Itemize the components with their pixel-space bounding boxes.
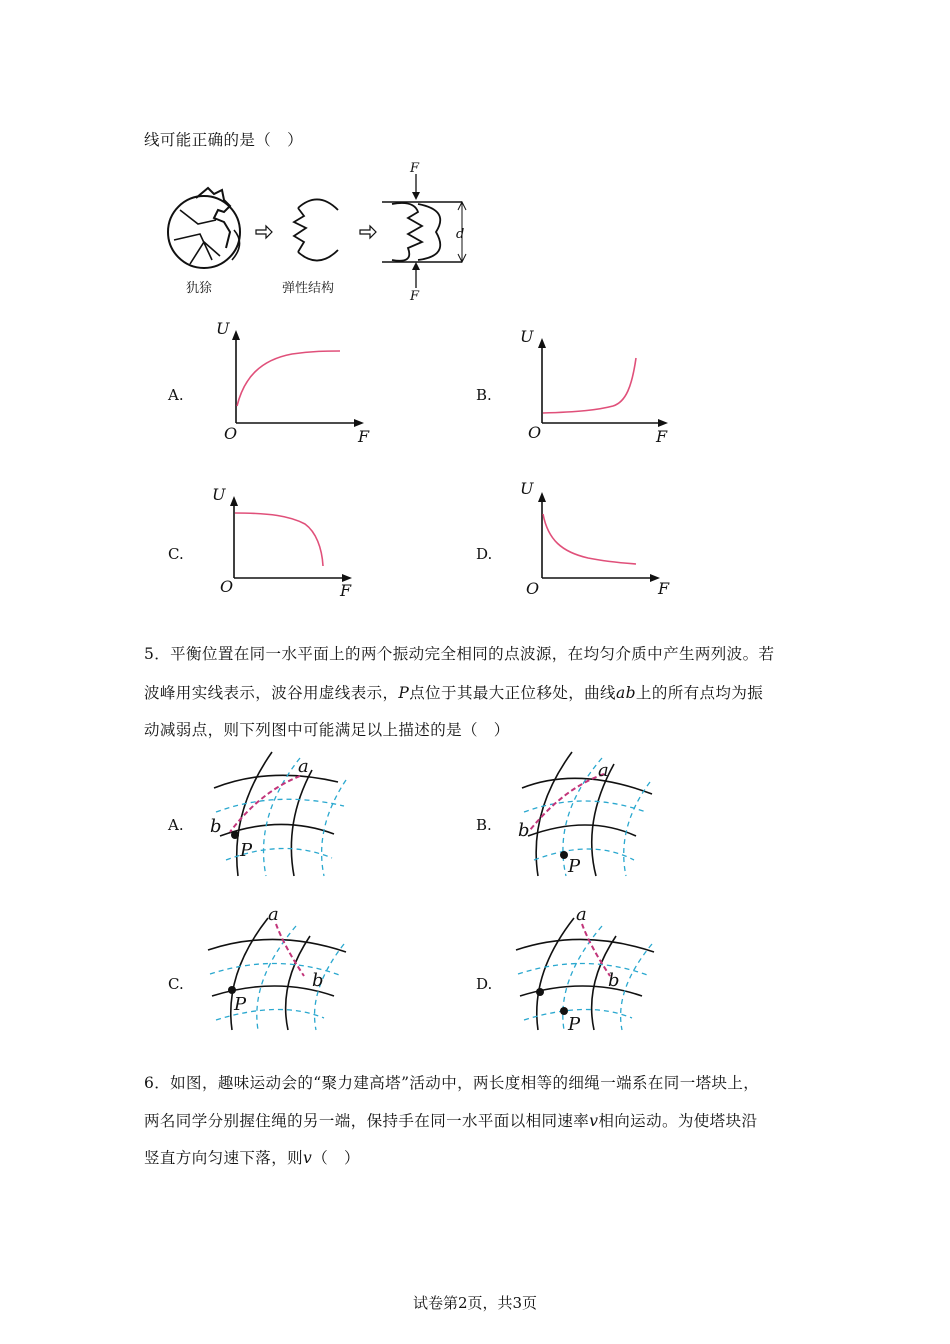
q5-stem-line-3: 动减弱点，则下列图中可能满足以上描述的是（ ） — [144, 721, 510, 739]
q5-ab-curve-d — [582, 924, 610, 976]
q6-line3-part-b: （ ） — [312, 1149, 360, 1167]
point-b-label: b — [210, 816, 222, 837]
q4-curve-c — [235, 513, 323, 566]
y-axis-label: U — [520, 327, 534, 346]
q5-option-a-letter[interactable]: A. — [168, 816, 184, 834]
q4-option-c-letter[interactable]: C. — [168, 545, 184, 563]
force-label-top: F — [410, 161, 420, 176]
x-axis-label: F — [340, 581, 352, 600]
arrow-right-icon — [256, 226, 272, 238]
compressed-structure — [382, 174, 466, 288]
q6-stem-line-1: 6．如图，趣味运动会的“聚力建高塔”活动中，两长度相等的细绳一端系在同一塔块上， — [144, 1074, 760, 1092]
elastic-structure — [294, 199, 338, 260]
q5-option-c-letter[interactable]: C. — [168, 975, 184, 993]
q5-diagram-d — [512, 904, 672, 1034]
q4-graph-b — [518, 326, 688, 456]
point-b-label: b — [312, 970, 324, 991]
origin-label: O — [220, 577, 234, 596]
q4-curve-b — [543, 358, 636, 413]
point-a-label: a — [298, 756, 309, 777]
q6-stem-line-2 — [144, 1109, 757, 1131]
q5-stem-line-1: 5．平衡位置在同一水平面上的两个振动完全相同的点波源，在均匀介质中产生两列波。若 — [144, 645, 775, 663]
origin-label: O — [224, 424, 238, 443]
q4-graph-c — [210, 486, 380, 606]
q5-line2-part-a: 波峰用实线表示，波谷用虚线表示， — [144, 684, 399, 702]
x-axis-label: F — [656, 427, 668, 446]
page-footer: 试卷第2页，共3页 — [412, 1294, 538, 1312]
q4-curve-a — [237, 351, 340, 406]
arrow-right-icon — [360, 226, 376, 238]
point-b-label: b — [608, 970, 620, 991]
q5-line2-p: P — [398, 684, 410, 702]
point-p-label: P — [240, 840, 253, 861]
q5-diagram-b — [508, 752, 668, 882]
q6-line3-v: v — [303, 1149, 313, 1167]
q4-graph-a — [212, 318, 382, 448]
q5-line2-ab: ab — [615, 684, 636, 702]
q5-line2-part-c: 上的所有点均为振 — [635, 684, 764, 702]
q5-ab-curve-c — [276, 924, 304, 976]
armadillo-label: 犰狳 — [186, 281, 213, 296]
point-a-label: a — [268, 904, 279, 925]
point-p-label: P — [568, 856, 581, 877]
point-p-label: P — [234, 994, 247, 1015]
q4-graph-d — [518, 478, 688, 603]
q4-option-a-letter[interactable]: A. — [168, 386, 184, 404]
q4-figure — [160, 160, 480, 304]
point-a-label: a — [598, 760, 609, 781]
origin-label: O — [526, 579, 540, 598]
point-b-label: b — [518, 820, 530, 841]
q4-option-d-letter[interactable]: D. — [476, 545, 493, 563]
y-axis-label: U — [520, 479, 534, 498]
q6-line2-v: v — [589, 1112, 599, 1130]
q4-option-b-letter[interactable]: B. — [476, 386, 492, 404]
q6-line2-part-b: 相向运动。为使塔块沿 — [598, 1112, 758, 1130]
y-axis-label: U — [216, 319, 230, 338]
q5-option-d-letter[interactable]: D. — [476, 975, 493, 993]
q4-curve-d — [543, 514, 636, 564]
q5-option-b-letter[interactable]: B. — [476, 816, 492, 834]
x-axis-label: F — [358, 427, 370, 446]
q6-line3-part-a: 竖直方向匀速下落，则 — [144, 1149, 304, 1167]
q5-stem-line-2 — [144, 681, 763, 703]
q4-stem-tail: 线可能正确的是（ ） — [144, 131, 304, 149]
point-a-label: a — [576, 904, 587, 925]
q6-line2-part-a: 两名同学分别握住绳的另一端，保持手在同一水平面以相同速率 — [144, 1112, 590, 1130]
point-p-label: P — [568, 1014, 581, 1035]
q6-stem-line-3 — [144, 1146, 360, 1168]
q5-diagram-c — [204, 904, 364, 1034]
armadillo-illustration — [168, 188, 240, 268]
elastic-structure-label: 弹性结构 — [282, 281, 335, 296]
force-label-bottom: F — [410, 289, 420, 304]
x-axis-label: F — [658, 579, 670, 598]
q5-line2-part-b: 点位于其最大正位移处，曲线 — [409, 684, 616, 702]
origin-label: O — [528, 423, 542, 442]
q5-diagram-a — [200, 752, 360, 882]
dimension-label: d — [456, 227, 465, 242]
y-axis-label: U — [212, 485, 226, 504]
